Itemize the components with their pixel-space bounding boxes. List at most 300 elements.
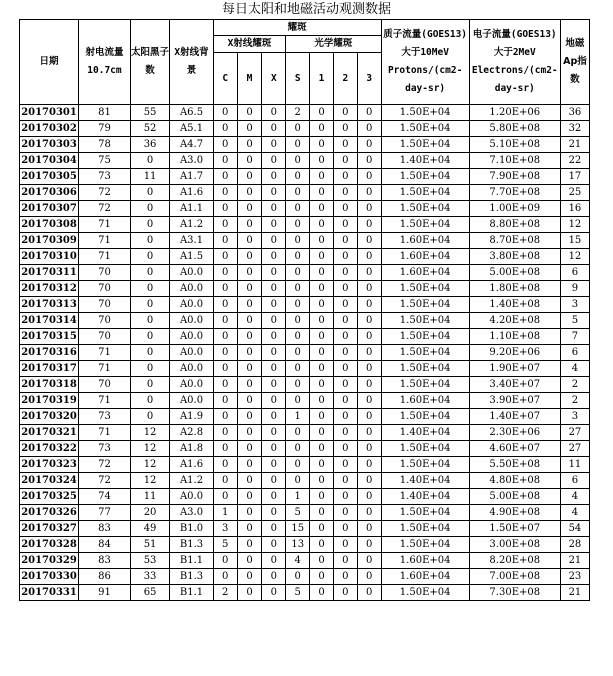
cell-optical-2: 0 bbox=[333, 313, 357, 329]
cell-optical-s: 2 bbox=[286, 105, 310, 121]
table-row bbox=[20, 393, 590, 409]
cell-electron-flux: 7.00E+08 bbox=[469, 569, 560, 585]
header-class-1: 1 bbox=[310, 53, 334, 105]
cell-xray-x: 0 bbox=[262, 281, 286, 297]
table-row bbox=[20, 553, 590, 569]
cell-xray-m: 0 bbox=[237, 169, 262, 185]
table-row bbox=[20, 473, 590, 489]
cell-optical-1: 0 bbox=[310, 505, 334, 521]
table-row bbox=[20, 297, 590, 313]
cell-sunspot: 49 bbox=[130, 521, 169, 537]
cell-electron-flux: 3.90E+07 bbox=[469, 393, 560, 409]
cell-xray-x: 0 bbox=[262, 409, 286, 425]
cell-optical-3: 0 bbox=[357, 441, 381, 457]
cell-optical-1: 0 bbox=[310, 105, 334, 121]
cell-optical-2: 0 bbox=[333, 409, 357, 425]
cell-ap-index: 22 bbox=[560, 153, 589, 169]
header-class-c: C bbox=[213, 53, 237, 105]
cell-radio-flux: 72 bbox=[79, 473, 131, 489]
cell-optical-2: 0 bbox=[333, 377, 357, 393]
cell-date: 20170302 bbox=[20, 121, 79, 137]
table-row bbox=[20, 185, 590, 201]
cell-electron-flux: 4.80E+08 bbox=[469, 473, 560, 489]
cell-xray-bg: B1.3 bbox=[170, 537, 214, 553]
cell-sunspot: 53 bbox=[130, 553, 169, 569]
cell-optical-1: 0 bbox=[310, 569, 334, 585]
table-row bbox=[20, 361, 590, 377]
cell-optical-3: 0 bbox=[357, 217, 381, 233]
cell-sunspot: 12 bbox=[130, 441, 169, 457]
cell-xray-bg: A1.7 bbox=[170, 169, 214, 185]
table-row bbox=[20, 521, 590, 537]
cell-optical-1: 0 bbox=[310, 441, 334, 457]
cell-sunspot: 12 bbox=[130, 457, 169, 473]
cell-xray-x: 0 bbox=[262, 569, 286, 585]
cell-sunspot: 0 bbox=[130, 377, 169, 393]
cell-xray-c: 0 bbox=[213, 409, 237, 425]
cell-xray-bg: A2.8 bbox=[170, 425, 214, 441]
header-date: 日期 bbox=[20, 20, 79, 105]
cell-sunspot: 20 bbox=[130, 505, 169, 521]
header-optical-flare: 光学耀斑 bbox=[286, 36, 381, 53]
cell-optical-1: 0 bbox=[310, 425, 334, 441]
cell-proton-flux: 1.60E+04 bbox=[381, 249, 469, 265]
cell-xray-bg: A0.0 bbox=[170, 345, 214, 361]
header-class-m: M bbox=[237, 53, 262, 105]
cell-optical-s: 0 bbox=[286, 217, 310, 233]
cell-xray-x: 0 bbox=[262, 361, 286, 377]
cell-xray-x: 0 bbox=[262, 233, 286, 249]
page-title: 每日太阳和地磁活动观测数据 bbox=[221, 2, 391, 17]
cell-xray-x: 0 bbox=[262, 217, 286, 233]
cell-electron-flux: 1.20E+06 bbox=[469, 105, 560, 121]
cell-optical-3: 0 bbox=[357, 489, 381, 505]
cell-radio-flux: 75 bbox=[79, 153, 131, 169]
cell-date: 20170318 bbox=[20, 377, 79, 393]
cell-date: 20170314 bbox=[20, 313, 79, 329]
cell-optical-2: 0 bbox=[333, 425, 357, 441]
cell-xray-m: 0 bbox=[237, 553, 262, 569]
cell-optical-3: 0 bbox=[357, 121, 381, 137]
cell-optical-2: 0 bbox=[333, 521, 357, 537]
cell-proton-flux: 1.60E+04 bbox=[381, 233, 469, 249]
cell-electron-flux: 4.60E+07 bbox=[469, 441, 560, 457]
cell-radio-flux: 70 bbox=[79, 265, 131, 281]
header-class-x: X bbox=[262, 53, 286, 105]
cell-ap-index: 54 bbox=[560, 521, 589, 537]
cell-ap-index: 12 bbox=[560, 217, 589, 233]
cell-date: 20170304 bbox=[20, 153, 79, 169]
cell-optical-s: 0 bbox=[286, 201, 310, 217]
header-xray-background: X射线背景 bbox=[170, 20, 214, 105]
cell-date: 20170323 bbox=[20, 457, 79, 473]
cell-radio-flux: 71 bbox=[79, 393, 131, 409]
cell-xray-x: 0 bbox=[262, 137, 286, 153]
cell-optical-3: 0 bbox=[357, 169, 381, 185]
header-xray-flare: X射线耀斑 bbox=[213, 36, 286, 53]
cell-optical-3: 0 bbox=[357, 249, 381, 265]
cell-date: 20170315 bbox=[20, 329, 79, 345]
cell-xray-x: 0 bbox=[262, 313, 286, 329]
cell-radio-flux: 73 bbox=[79, 441, 131, 457]
cell-xray-c: 0 bbox=[213, 249, 237, 265]
cell-xray-bg: A1.1 bbox=[170, 201, 214, 217]
cell-date: 20170310 bbox=[20, 249, 79, 265]
cell-sunspot: 11 bbox=[130, 169, 169, 185]
cell-radio-flux: 73 bbox=[79, 409, 131, 425]
cell-radio-flux: 91 bbox=[79, 585, 131, 601]
cell-date: 20170316 bbox=[20, 345, 79, 361]
cell-optical-3: 0 bbox=[357, 553, 381, 569]
cell-ap-index: 12 bbox=[560, 249, 589, 265]
cell-optical-s: 0 bbox=[286, 169, 310, 185]
cell-date: 20170321 bbox=[20, 425, 79, 441]
cell-radio-flux: 86 bbox=[79, 569, 131, 585]
cell-optical-s: 0 bbox=[286, 569, 310, 585]
cell-electron-flux: 3.00E+08 bbox=[469, 537, 560, 553]
cell-ap-index: 21 bbox=[560, 137, 589, 153]
cell-xray-m: 0 bbox=[237, 361, 262, 377]
cell-xray-c: 0 bbox=[213, 553, 237, 569]
cell-date: 20170328 bbox=[20, 537, 79, 553]
cell-optical-2: 0 bbox=[333, 473, 357, 489]
cell-xray-m: 0 bbox=[237, 265, 262, 281]
cell-xray-bg: A0.0 bbox=[170, 377, 214, 393]
cell-radio-flux: 83 bbox=[79, 553, 131, 569]
cell-xray-c: 0 bbox=[213, 233, 237, 249]
cell-sunspot: 0 bbox=[130, 281, 169, 297]
cell-optical-s: 0 bbox=[286, 281, 310, 297]
cell-ap-index: 36 bbox=[560, 105, 589, 121]
cell-optical-1: 0 bbox=[310, 361, 334, 377]
cell-optical-3: 0 bbox=[357, 185, 381, 201]
cell-optical-3: 0 bbox=[357, 457, 381, 473]
cell-ap-index: 3 bbox=[560, 297, 589, 313]
cell-optical-s: 0 bbox=[286, 297, 310, 313]
cell-radio-flux: 70 bbox=[79, 329, 131, 345]
cell-xray-c: 0 bbox=[213, 265, 237, 281]
cell-electron-flux: 8.80E+08 bbox=[469, 217, 560, 233]
cell-xray-c: 2 bbox=[213, 585, 237, 601]
cell-ap-index: 6 bbox=[560, 265, 589, 281]
cell-xray-bg: A0.0 bbox=[170, 361, 214, 377]
cell-proton-flux: 1.50E+04 bbox=[381, 505, 469, 521]
cell-date: 20170307 bbox=[20, 201, 79, 217]
cell-xray-x: 0 bbox=[262, 153, 286, 169]
cell-optical-2: 0 bbox=[333, 457, 357, 473]
cell-xray-m: 0 bbox=[237, 505, 262, 521]
cell-optical-s: 0 bbox=[286, 425, 310, 441]
header-sunspot: 太阳黑子数 bbox=[130, 20, 169, 105]
cell-optical-1: 0 bbox=[310, 409, 334, 425]
cell-xray-c: 0 bbox=[213, 441, 237, 457]
cell-xray-m: 0 bbox=[237, 121, 262, 137]
cell-electron-flux: 8.70E+08 bbox=[469, 233, 560, 249]
cell-xray-bg: A1.2 bbox=[170, 217, 214, 233]
cell-optical-3: 0 bbox=[357, 105, 381, 121]
cell-optical-2: 0 bbox=[333, 249, 357, 265]
cell-optical-s: 15 bbox=[286, 521, 310, 537]
table-row bbox=[20, 249, 590, 265]
cell-xray-c: 0 bbox=[213, 569, 237, 585]
cell-optical-2: 0 bbox=[333, 329, 357, 345]
cell-proton-flux: 1.50E+04 bbox=[381, 361, 469, 377]
cell-electron-flux: 2.30E+06 bbox=[469, 425, 560, 441]
table-row bbox=[20, 569, 590, 585]
cell-xray-m: 0 bbox=[237, 281, 262, 297]
cell-optical-1: 0 bbox=[310, 233, 334, 249]
table-row bbox=[20, 169, 590, 185]
cell-optical-2: 0 bbox=[333, 201, 357, 217]
cell-optical-1: 0 bbox=[310, 457, 334, 473]
cell-electron-flux: 5.10E+08 bbox=[469, 137, 560, 153]
cell-proton-flux: 1.50E+04 bbox=[381, 377, 469, 393]
cell-optical-1: 0 bbox=[310, 521, 334, 537]
cell-optical-2: 0 bbox=[333, 553, 357, 569]
cell-optical-3: 0 bbox=[357, 361, 381, 377]
cell-proton-flux: 1.50E+04 bbox=[381, 185, 469, 201]
cell-xray-x: 0 bbox=[262, 345, 286, 361]
cell-sunspot: 65 bbox=[130, 585, 169, 601]
cell-date: 20170320 bbox=[20, 409, 79, 425]
cell-proton-flux: 1.50E+04 bbox=[381, 217, 469, 233]
cell-sunspot: 0 bbox=[130, 313, 169, 329]
cell-xray-c: 0 bbox=[213, 121, 237, 137]
cell-xray-c: 0 bbox=[213, 361, 237, 377]
cell-ap-index: 6 bbox=[560, 473, 589, 489]
cell-xray-m: 0 bbox=[237, 377, 262, 393]
cell-optical-2: 0 bbox=[333, 169, 357, 185]
cell-proton-flux: 1.50E+04 bbox=[381, 105, 469, 121]
cell-date: 20170308 bbox=[20, 217, 79, 233]
cell-date: 20170306 bbox=[20, 185, 79, 201]
cell-date: 20170330 bbox=[20, 569, 79, 585]
cell-xray-m: 0 bbox=[237, 233, 262, 249]
cell-sunspot: 0 bbox=[130, 265, 169, 281]
cell-optical-3: 0 bbox=[357, 425, 381, 441]
cell-optical-2: 0 bbox=[333, 297, 357, 313]
table-row bbox=[20, 201, 590, 217]
cell-radio-flux: 71 bbox=[79, 217, 131, 233]
cell-xray-m: 0 bbox=[237, 345, 262, 361]
cell-optical-2: 0 bbox=[333, 569, 357, 585]
table-row bbox=[20, 585, 590, 601]
cell-electron-flux: 4.90E+08 bbox=[469, 505, 560, 521]
cell-proton-flux: 1.50E+04 bbox=[381, 521, 469, 537]
table-row bbox=[20, 137, 590, 153]
cell-xray-m: 0 bbox=[237, 105, 262, 121]
cell-optical-s: 0 bbox=[286, 377, 310, 393]
cell-xray-x: 0 bbox=[262, 121, 286, 137]
cell-radio-flux: 74 bbox=[79, 489, 131, 505]
cell-optical-3: 0 bbox=[357, 473, 381, 489]
cell-date: 20170311 bbox=[20, 265, 79, 281]
cell-electron-flux: 1.00E+09 bbox=[469, 201, 560, 217]
cell-optical-1: 0 bbox=[310, 377, 334, 393]
header-proton-flux: 质子流量(GOES13)大于10MeV Protons/(cm2-day-sr) bbox=[381, 20, 469, 105]
cell-optical-s: 0 bbox=[286, 473, 310, 489]
cell-date: 20170327 bbox=[20, 521, 79, 537]
cell-proton-flux: 1.50E+04 bbox=[381, 169, 469, 185]
cell-proton-flux: 1.60E+04 bbox=[381, 553, 469, 569]
cell-xray-bg: A3.0 bbox=[170, 153, 214, 169]
cell-xray-m: 0 bbox=[237, 537, 262, 553]
cell-optical-2: 0 bbox=[333, 537, 357, 553]
cell-xray-c: 0 bbox=[213, 329, 237, 345]
cell-optical-s: 4 bbox=[286, 553, 310, 569]
cell-xray-m: 0 bbox=[237, 457, 262, 473]
cell-optical-2: 0 bbox=[333, 233, 357, 249]
cell-optical-1: 0 bbox=[310, 489, 334, 505]
cell-ap-index: 2 bbox=[560, 393, 589, 409]
cell-ap-index: 23 bbox=[560, 569, 589, 585]
cell-xray-x: 0 bbox=[262, 441, 286, 457]
cell-radio-flux: 70 bbox=[79, 377, 131, 393]
cell-xray-m: 0 bbox=[237, 441, 262, 457]
cell-xray-c: 1 bbox=[213, 505, 237, 521]
header-class-s: S bbox=[286, 53, 310, 105]
cell-optical-1: 0 bbox=[310, 169, 334, 185]
table-row bbox=[20, 265, 590, 281]
cell-optical-1: 0 bbox=[310, 585, 334, 601]
cell-sunspot: 0 bbox=[130, 297, 169, 313]
cell-ap-index: 27 bbox=[560, 441, 589, 457]
cell-xray-m: 0 bbox=[237, 569, 262, 585]
cell-optical-s: 0 bbox=[286, 185, 310, 201]
cell-optical-1: 0 bbox=[310, 185, 334, 201]
cell-ap-index: 7 bbox=[560, 329, 589, 345]
cell-xray-bg: A1.2 bbox=[170, 473, 214, 489]
cell-optical-s: 0 bbox=[286, 249, 310, 265]
cell-optical-3: 0 bbox=[357, 297, 381, 313]
cell-optical-2: 0 bbox=[333, 345, 357, 361]
cell-sunspot: 0 bbox=[130, 153, 169, 169]
cell-date: 20170325 bbox=[20, 489, 79, 505]
cell-ap-index: 11 bbox=[560, 457, 589, 473]
cell-xray-x: 0 bbox=[262, 521, 286, 537]
cell-radio-flux: 79 bbox=[79, 121, 131, 137]
cell-optical-3: 0 bbox=[357, 265, 381, 281]
cell-optical-2: 0 bbox=[333, 489, 357, 505]
table-row bbox=[20, 121, 590, 137]
cell-optical-2: 0 bbox=[333, 441, 357, 457]
cell-optical-2: 0 bbox=[333, 281, 357, 297]
cell-sunspot: 0 bbox=[130, 393, 169, 409]
cell-radio-flux: 70 bbox=[79, 297, 131, 313]
cell-optical-3: 0 bbox=[357, 201, 381, 217]
cell-proton-flux: 1.40E+04 bbox=[381, 473, 469, 489]
cell-xray-m: 0 bbox=[237, 329, 262, 345]
cell-electron-flux: 1.40E+07 bbox=[469, 409, 560, 425]
cell-xray-m: 0 bbox=[237, 137, 262, 153]
cell-sunspot: 55 bbox=[130, 105, 169, 121]
cell-optical-3: 0 bbox=[357, 345, 381, 361]
cell-proton-flux: 1.50E+04 bbox=[381, 329, 469, 345]
cell-optical-2: 0 bbox=[333, 361, 357, 377]
cell-electron-flux: 5.50E+08 bbox=[469, 457, 560, 473]
cell-proton-flux: 1.50E+04 bbox=[381, 441, 469, 457]
cell-ap-index: 3 bbox=[560, 409, 589, 425]
cell-optical-3: 0 bbox=[357, 521, 381, 537]
header-flare-group: 耀斑 bbox=[213, 20, 381, 36]
cell-xray-x: 0 bbox=[262, 377, 286, 393]
cell-optical-s: 0 bbox=[286, 313, 310, 329]
cell-radio-flux: 72 bbox=[79, 185, 131, 201]
cell-xray-bg: A6.5 bbox=[170, 105, 214, 121]
cell-xray-bg: B1.1 bbox=[170, 585, 214, 601]
cell-optical-s: 0 bbox=[286, 345, 310, 361]
cell-radio-flux: 84 bbox=[79, 537, 131, 553]
cell-optical-1: 0 bbox=[310, 329, 334, 345]
cell-sunspot: 51 bbox=[130, 537, 169, 553]
cell-proton-flux: 1.60E+04 bbox=[381, 265, 469, 281]
cell-electron-flux: 7.30E+08 bbox=[469, 585, 560, 601]
cell-xray-c: 0 bbox=[213, 457, 237, 473]
cell-electron-flux: 1.90E+07 bbox=[469, 361, 560, 377]
cell-proton-flux: 1.40E+04 bbox=[381, 153, 469, 169]
cell-optical-2: 0 bbox=[333, 153, 357, 169]
cell-xray-c: 0 bbox=[213, 137, 237, 153]
cell-sunspot: 0 bbox=[130, 345, 169, 361]
cell-optical-1: 0 bbox=[310, 393, 334, 409]
cell-ap-index: 16 bbox=[560, 201, 589, 217]
cell-xray-x: 0 bbox=[262, 553, 286, 569]
cell-proton-flux: 1.50E+04 bbox=[381, 585, 469, 601]
cell-sunspot: 12 bbox=[130, 473, 169, 489]
cell-electron-flux: 8.20E+08 bbox=[469, 553, 560, 569]
cell-optical-1: 0 bbox=[310, 249, 334, 265]
cell-sunspot: 0 bbox=[130, 409, 169, 425]
cell-xray-bg: A4.7 bbox=[170, 137, 214, 153]
cell-radio-flux: 77 bbox=[79, 505, 131, 521]
cell-xray-bg: A1.6 bbox=[170, 457, 214, 473]
cell-optical-s: 0 bbox=[286, 441, 310, 457]
cell-xray-bg: B1.0 bbox=[170, 521, 214, 537]
cell-xray-x: 0 bbox=[262, 185, 286, 201]
cell-date: 20170303 bbox=[20, 137, 79, 153]
cell-optical-1: 0 bbox=[310, 153, 334, 169]
cell-xray-c: 0 bbox=[213, 201, 237, 217]
cell-optical-3: 0 bbox=[357, 409, 381, 425]
cell-optical-s: 0 bbox=[286, 121, 310, 137]
cell-ap-index: 4 bbox=[560, 361, 589, 377]
cell-xray-m: 0 bbox=[237, 473, 262, 489]
cell-proton-flux: 1.50E+04 bbox=[381, 201, 469, 217]
cell-optical-3: 0 bbox=[357, 153, 381, 169]
cell-optical-s: 5 bbox=[286, 505, 310, 521]
cell-xray-x: 0 bbox=[262, 425, 286, 441]
cell-xray-c: 0 bbox=[213, 169, 237, 185]
cell-sunspot: 0 bbox=[130, 201, 169, 217]
cell-xray-c: 0 bbox=[213, 425, 237, 441]
cell-electron-flux: 7.10E+08 bbox=[469, 153, 560, 169]
cell-xray-m: 0 bbox=[237, 185, 262, 201]
cell-xray-bg: A1.5 bbox=[170, 249, 214, 265]
cell-electron-flux: 5.00E+08 bbox=[469, 265, 560, 281]
cell-proton-flux: 1.40E+04 bbox=[381, 489, 469, 505]
cell-ap-index: 4 bbox=[560, 505, 589, 521]
cell-optical-2: 0 bbox=[333, 217, 357, 233]
cell-electron-flux: 9.20E+06 bbox=[469, 345, 560, 361]
table-row bbox=[20, 217, 590, 233]
cell-ap-index: 9 bbox=[560, 281, 589, 297]
cell-xray-c: 0 bbox=[213, 393, 237, 409]
cell-optical-s: 13 bbox=[286, 537, 310, 553]
header-class-3: 3 bbox=[357, 53, 381, 105]
cell-proton-flux: 1.50E+04 bbox=[381, 409, 469, 425]
cell-ap-index: 6 bbox=[560, 345, 589, 361]
cell-radio-flux: 72 bbox=[79, 201, 131, 217]
